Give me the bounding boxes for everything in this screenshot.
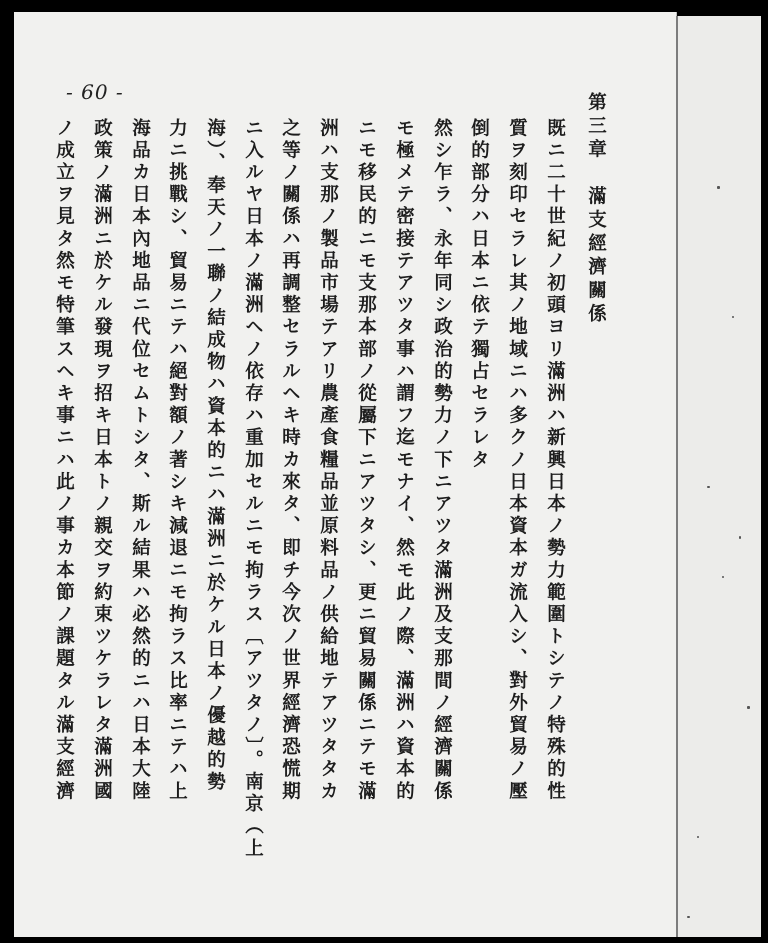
- text-column-1: 既ニ二十世紀ノ初頭ヨリ滿洲ハ新興日本ノ勢力範圍トシテノ特殊的性: [544, 118, 566, 804]
- text-column-5: モ極メテ密接テアツタ事ハ謂フ迄モナイ、然モ此ノ際、滿洲ハ資本的: [393, 118, 415, 804]
- text-column-12: 海品カ日本內地品ニ代位セムトシタ、斯ル結果ハ必然的ニハ日本大陸: [129, 118, 151, 804]
- text-column-9: ニ入ルヤ日本ノ滿洲ヘノ依存ハ重加セルニモ拘ラス〔アツタノ〕。南京（上: [242, 118, 264, 861]
- text-column-10: 海）、奉天ノ一聯ノ結成物ハ資本的ニハ滿洲ニ於ケル日本ノ優越的勢: [204, 118, 226, 794]
- scan-speck: [717, 186, 720, 189]
- scan-speck: [747, 706, 750, 709]
- scan-speck: [687, 916, 690, 918]
- text-column-3: 倒的部分ハ日本ニ依テ獨占セラレタ: [468, 118, 490, 472]
- scan-speck: [739, 536, 741, 539]
- scan-speck: [732, 316, 734, 318]
- scan-speck: [707, 486, 710, 488]
- text-column-11: 力ニ挑戰シ、貿易ニテハ絕對額ノ著シキ減退ニモ拘ラス比率ニテハ上: [166, 118, 188, 804]
- text-column-14: ノ成立ヲ見タ然モ特筆スヘキ事ニハ此ノ事カ本節ノ課題タル滿支經濟: [53, 118, 75, 804]
- page-gutter: [676, 16, 678, 937]
- adjacent-page-edge: [677, 16, 761, 937]
- text-column-4: 然シ乍ラ、永年同シ政治的勢力ノ下ニアツタ滿洲及支那間ノ經濟關係: [431, 118, 453, 804]
- text-column-7: 洲ハ支那ノ製品市場テアリ農產食糧品並原料品ノ供給地テアツタタカ: [317, 118, 339, 804]
- text-column-8: 之等ノ關係ハ再調整セラルヘキ時カ來タ、即チ今次ノ世界經濟恐慌期: [279, 118, 301, 804]
- document-page: [14, 12, 677, 937]
- text-column-2: 質ヲ刻印セラレ其ノ地域ニハ多クノ日本資本ガ流入シ、對外貿易ノ壓: [506, 118, 528, 804]
- chapter-heading: 第三章 滿支經濟關係: [585, 92, 607, 327]
- scan-speck: [722, 576, 724, 578]
- page-number: - 60 -: [66, 80, 124, 104]
- text-column-13: 政策ノ滿洲ニ於ケル發現ヲ招キ日本トノ親交ヲ約束ツケラレタ滿洲國: [91, 118, 113, 804]
- scan-speck: [697, 836, 699, 838]
- text-column-6: ニモ移民的ニモ支那本部ノ從屬下ニアツタシ、更ニ貿易關係ニテモ滿: [355, 118, 377, 804]
